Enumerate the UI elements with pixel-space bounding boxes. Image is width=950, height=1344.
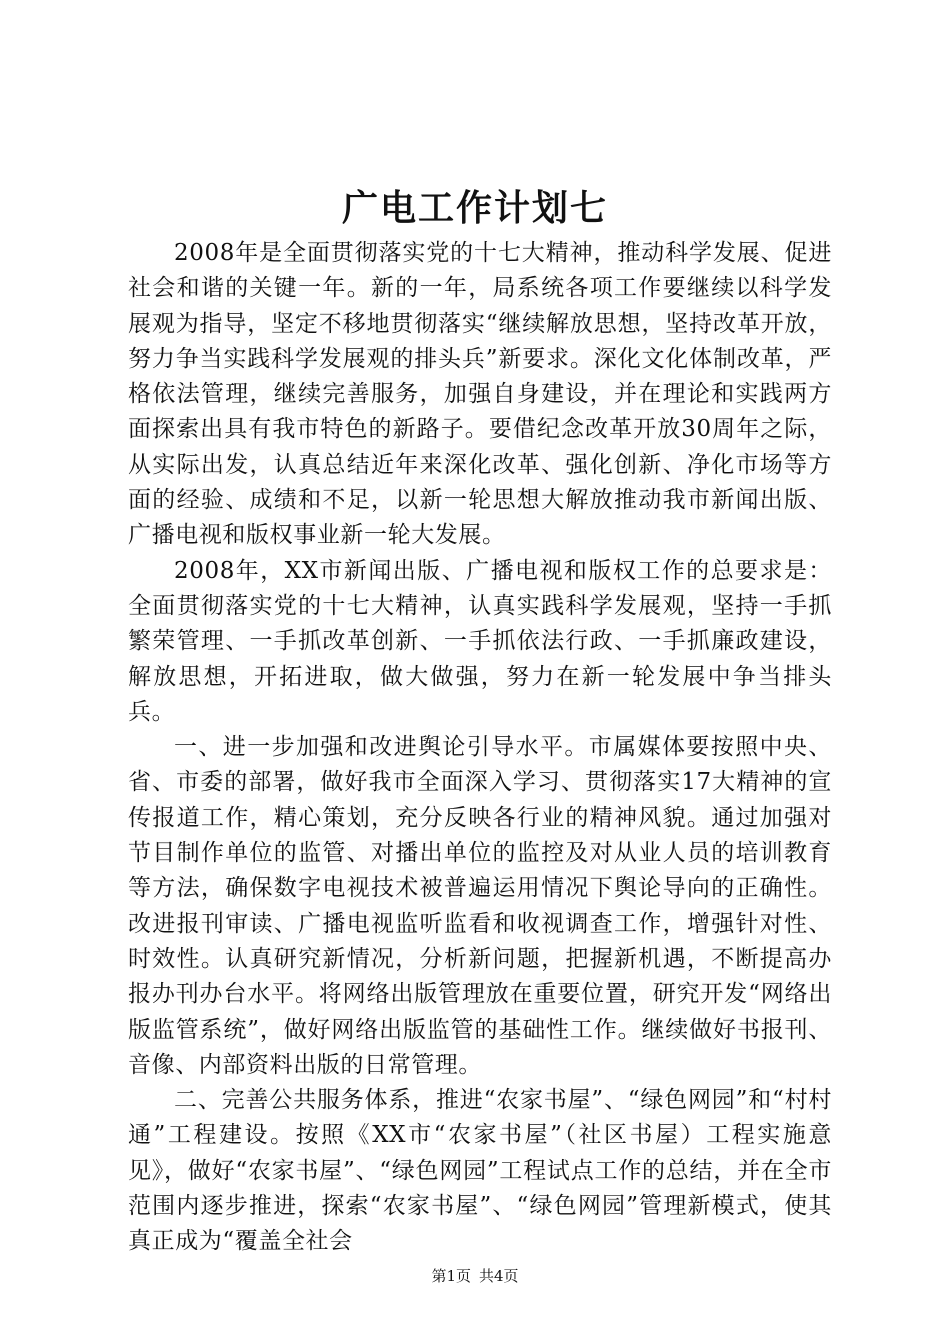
paragraph-general-requirements: 2008年，XX市新闻出版、广播电视和版权工作的总要求是：全面贯彻落实党的十七大精神，认真实践科学发展观，坚持一手抓繁荣管理、一手抓改革创新、一手抓依法行政、一手抓廉政建设，解放思想，开拓进取，做大做强，努力在新一轮发展中争当排头兵。 xyxy=(128,557,832,725)
paragraph-section-one: 一、进一步加强和改进舆论引导水平。市属媒体要按照中央、省、市委的部署，做好我市全面深入学习、贯彻落实17大精神的宣传报道工作，精心策划，充分反映各行业的精神风貌。通过加强对节目制作单位的监管、对播出单位的监控及对从业人员的培训教育等方法，确保数字电视技术被普遍运用情况下舆论导向的正确性。改进报刊审读、广播电视监听监看和收视调查工作，增强针对性、时效性。认真研究新情况，分析新问题，把握新机遇，不断提高办报办刊办台水平。将网络出版管理放在重要位置，研究开发“网络出版监管系统”，做好网络出版监管的基础性工作。继续做好书报刊、音像、内部资料出版的日常管理。 xyxy=(128,734,832,1078)
page-footer xyxy=(0,1266,950,1286)
page-total: 共4页 xyxy=(479,1267,519,1285)
page-number: 第1页 xyxy=(431,1267,471,1285)
document-title: 广电工作计划七 xyxy=(341,187,608,229)
document-body xyxy=(128,236,832,1260)
paragraph-intro: 2008年是全面贯彻落实党的十七大精神，推动科学发展、促进社会和谐的关键一年。新的一年，局系统各项工作要继续以科学发展观为指导，坚定不移地贯彻落实“继续解放思想，坚持改革开放，努力争当实践科学发展观的排头兵”新要求。深化文化体制改革，严格依法管理，继续完善服务，加强自身建设，并在理论和实践两方面探索出具有我市特色的新路子。要借纪念改革开放30周年之际，从实际出发，认真总结近年来深化改革、强化创新、净化市场等方面的经验、成绩和不足，以新一轮思想大解放推动我市新闻出版、广播电视和版权事业新一轮大发展。 xyxy=(128,240,832,549)
paragraph-section-two: 二、完善公共服务体系，推进“农家书屋”、“绿色网园”和“村村通”工程建设。按照《XX市“农家书屋”（社区书屋）工程实施意见》，做好“农家书屋”、“绿色网园”工程试点工作的总结，并在全市范围内逐步推进，探索“农家书屋”、“绿色网园”管理新模式，使其真正成为“覆盖全社会 xyxy=(128,1087,832,1255)
